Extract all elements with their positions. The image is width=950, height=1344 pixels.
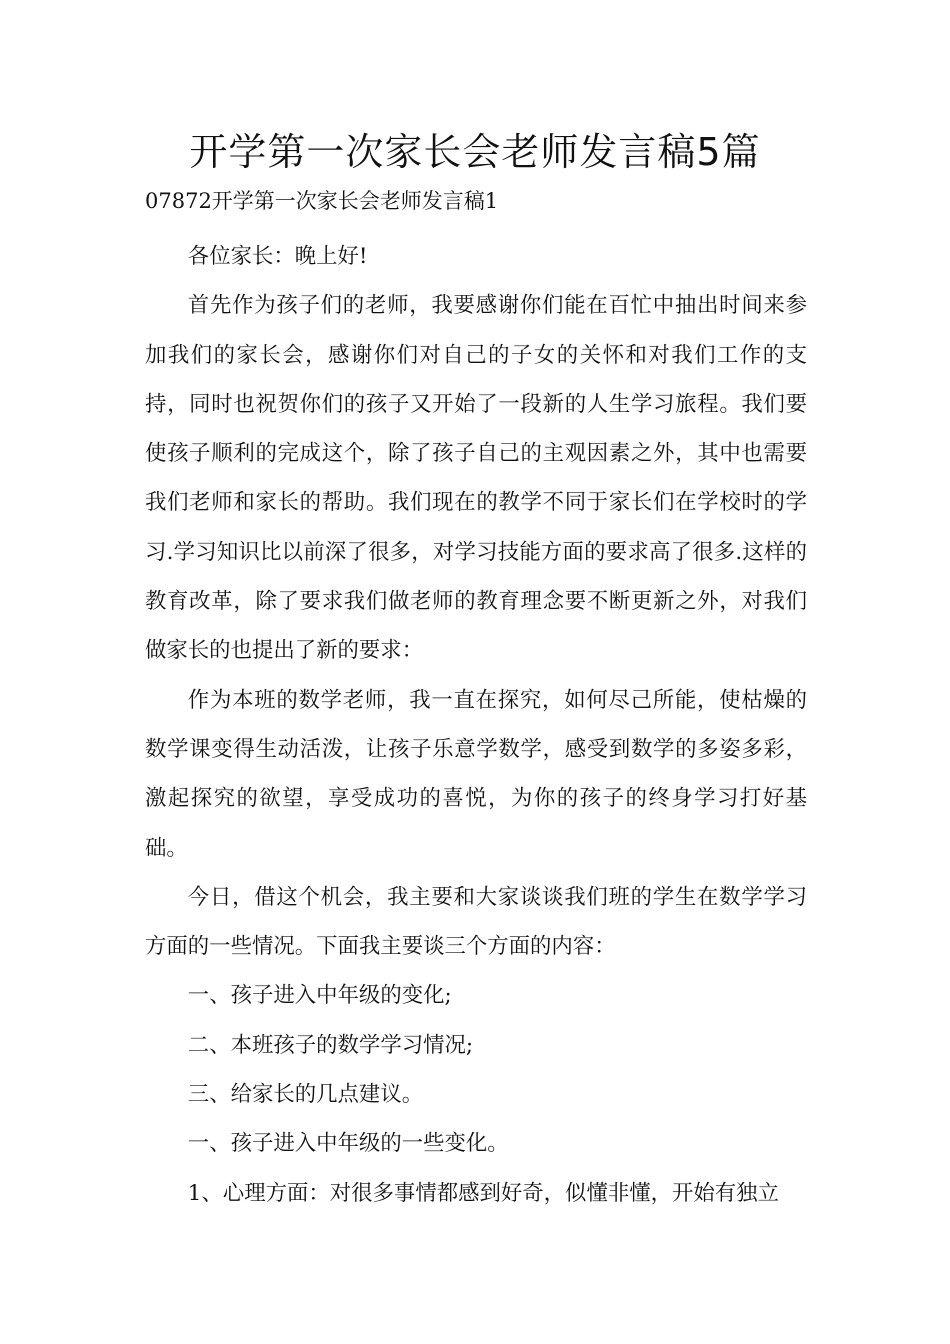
section-heading-1: 一、孩子进入中年级的一些变化。 [187, 1131, 509, 1157]
paragraph-psychology: 1、心理方面：对很多事情都感到好奇，似懂非懂，开始有独立 [187, 1180, 779, 1206]
list-item-2: 二、本班孩子的数学学习情况; [187, 1032, 474, 1058]
document-body [145, 232, 807, 1218]
paragraph-greeting: 各位家长：晚上好! [187, 244, 368, 269]
document-title: 开学第一次家长会老师发言稿5篇 [189, 130, 761, 174]
list-item-3: 三、给家长的几点建议。 [187, 1082, 424, 1108]
paragraph-thanks: 首先作为孩子们的老师，我要感谢你们能在百忙中抽出时间来参加我们的家长会，感谢你们对自己的子女的关怀和对我们工作的支持，同时也祝贺你们的孩子又开始了一段新的人生学习旅程。我们要使孩子顺利的完成这个，除了孩子自己的主观因素之外，其中也需要我们老师和家长的帮助。我们现在的教学不同于家长们在学校时的学习.学习知识比以前深了很多，对学习技能方面的要求高了很多.这样的教育改革，除了要求我们做老师的教育理念要不断更新之外，对我们做家长的也提出了新的要求： [145, 293, 807, 664]
paragraph-today: 今日，借这个机会，我主要和大家谈谈我们班的学生在数学学习方面的一些情况。下面我主要谈三个方面的内容： [145, 884, 807, 960]
paragraph-math-teacher: 作为本班的数学老师，我一直在探究，如何尽己所能，使枯燥的数学课变得生动活泼，让孩子乐意学数学，感受到数学的多姿多彩，激起探究的欲望，享受成功的喜悦，为你的孩子的终身学习打好基础。 [145, 687, 807, 861]
list-item-1: 一、孩子进入中年级的变化; [187, 983, 452, 1009]
document-subtitle: 07872开学第一次家长会老师发言稿1 [145, 189, 499, 213]
